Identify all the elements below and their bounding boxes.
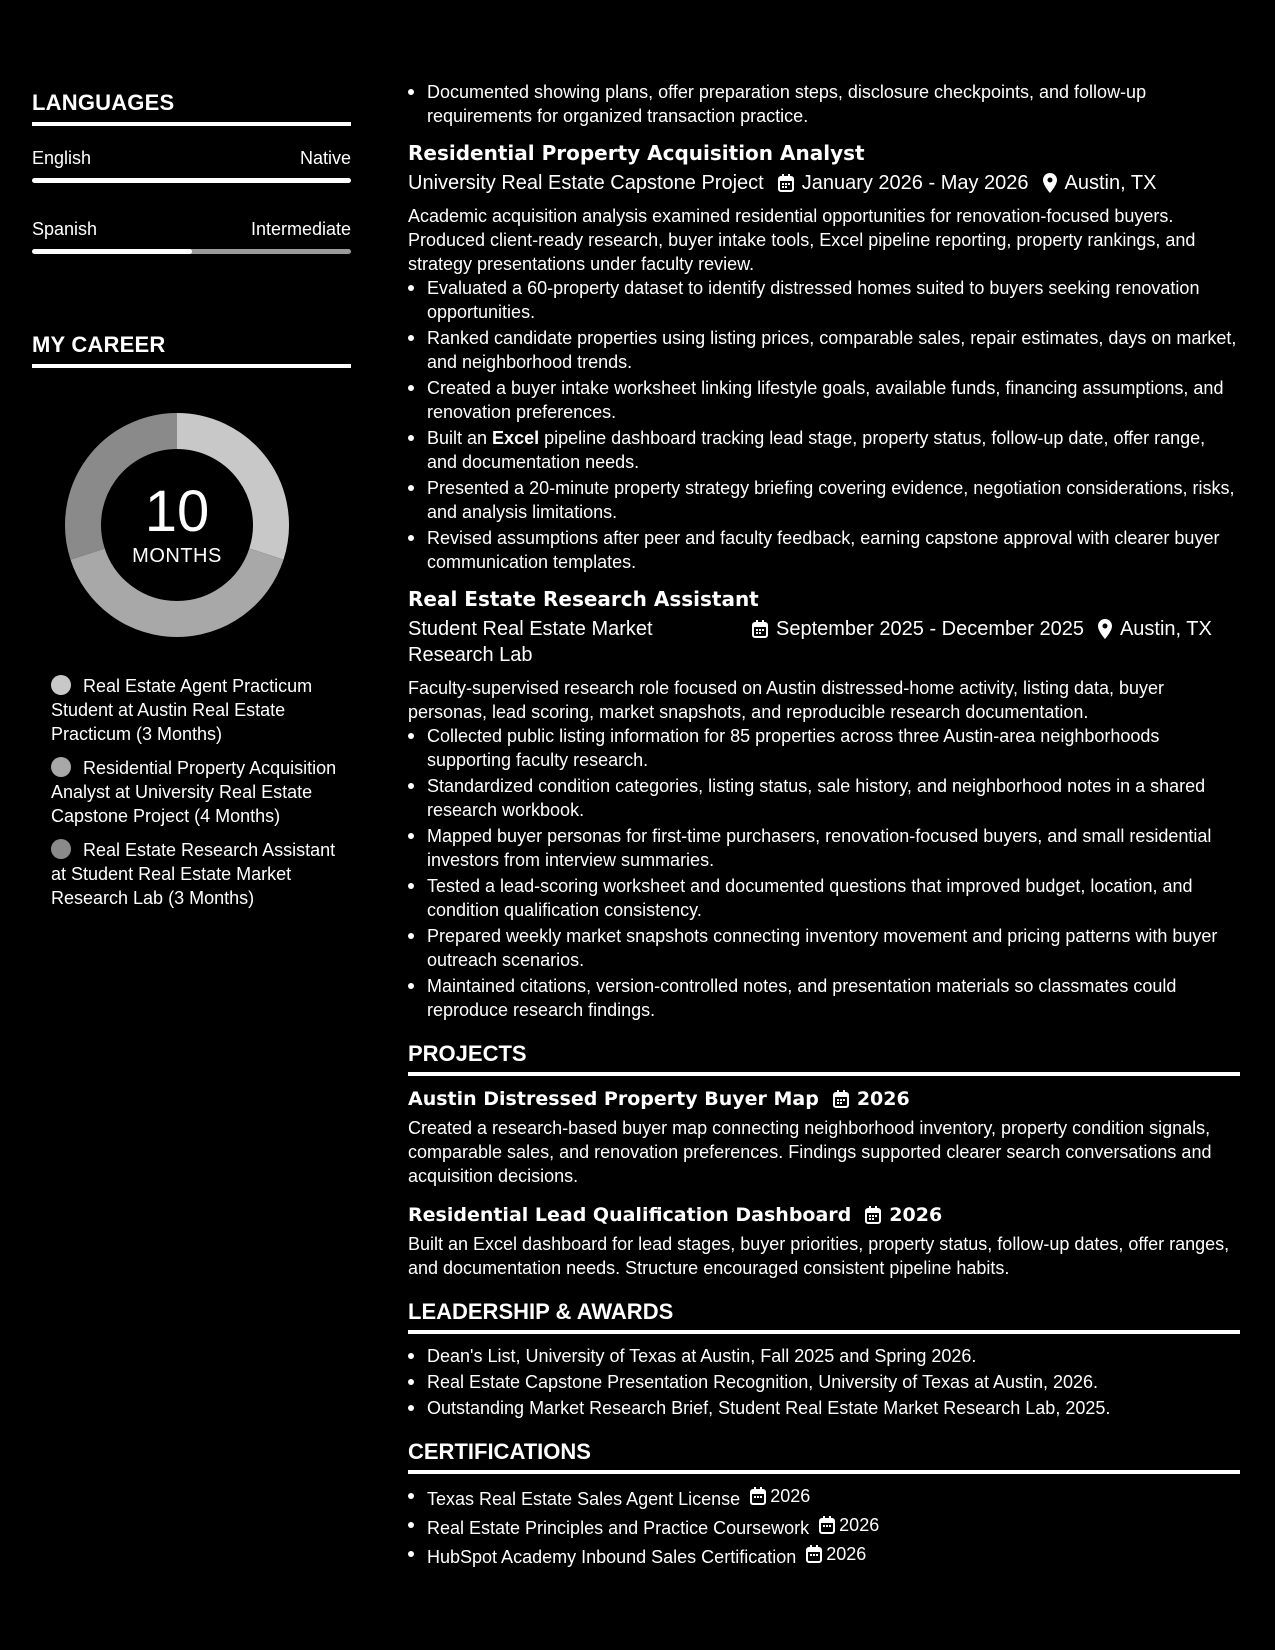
calendar-icon <box>750 1487 766 1505</box>
job-entry <box>408 586 1240 1022</box>
job-dates-text: January 2026 - May 2026 <box>801 172 1029 194</box>
bullet-item: Created a buyer intake worksheet linking lifestyle goals, available funds, financing assumptions, and renovation preferences. <box>408 376 1240 424</box>
career-donut-center <box>62 410 292 640</box>
bullet-item: Standardized condition categories, listing status, sale history, and neighborhood notes in a shared research workbook. <box>408 774 1240 822</box>
project-title-row <box>408 1086 1240 1112</box>
career-dot-icon <box>51 757 71 777</box>
language-bar-fill <box>32 178 351 183</box>
certification-item <box>408 1484 1240 1511</box>
project-year: 2026 <box>856 1088 910 1110</box>
job-organization: Student Real Estate Market Research Lab <box>408 618 653 666</box>
career-dot-icon <box>51 839 71 859</box>
award-item: Real Estate Capstone Presentation Recognition, University of Texas at Austin, 2026. <box>408 1370 1240 1394</box>
career-item-label: Real Estate Agent Practicum Student at Austin Real Estate Practicum (3 Months) <box>51 676 313 744</box>
languages-heading: LANGUAGES <box>32 90 351 126</box>
bullet-item: Ranked candidate properties using listing prices, comparable sales, repair estimates, days on market, and neighborhood trends. <box>408 326 1240 374</box>
keyword-excel: Excel <box>492 428 540 448</box>
job-entry <box>408 140 1240 574</box>
language-level: Intermediate <box>250 219 351 239</box>
project-year: 2026 <box>889 1204 943 1226</box>
job-bullets <box>408 724 1240 1022</box>
awards-list <box>408 1344 1240 1420</box>
certification-year: 2026 <box>770 1486 811 1506</box>
bullet-item: Evaluated a 60-property dataset to identify distressed homes suited to buyers seeking renovation opportunities. <box>408 276 1240 324</box>
bullet-item: Presented a 20-minute property strategy briefing covering evidence, negotiation considerations, risks, and analysis limitations. <box>408 476 1240 524</box>
project-description: Created a research-based buyer map connecting neighborhood inventory, property condition signals, comparable sales, and renovation preferences. Findings supported clearer search conversations and acquisition decisions. <box>408 1118 1212 1186</box>
certification-name: Real Estate Principles and Practice Coursework <box>427 1518 810 1538</box>
language-row-english <box>32 146 351 170</box>
bullet-item: Built an Excel pipeline dashboard tracking lead stage, property status, follow-up date, offer range, and documentation needs. <box>408 426 1240 474</box>
language-bar-fill <box>32 249 192 254</box>
projects-heading: PROJECTS <box>408 1040 1240 1076</box>
job-location <box>1098 616 1212 642</box>
calendar-icon <box>833 1090 849 1108</box>
main-content <box>408 80 1240 1571</box>
calendar-icon <box>819 1516 835 1534</box>
bullet-item: Documented showing plans, offer preparation steps, disclosure checkpoints, and follow-up requirements for organized transaction practice. <box>408 80 1240 128</box>
career-total-value: 10 <box>144 478 210 544</box>
certification-year: 2026 <box>839 1515 880 1535</box>
language-name: English <box>32 148 92 168</box>
calendar-icon <box>806 1545 822 1563</box>
award-item: Dean's List, University of Texas at Austin, Fall 2025 and Spring 2026. <box>408 1344 1240 1368</box>
job-meta <box>408 616 1240 668</box>
career-dot-icon <box>51 675 71 695</box>
job-dates-text: September 2025 - December 2025 <box>776 618 1084 640</box>
project-entry <box>408 1086 1240 1188</box>
certification-year: 2026 <box>826 1544 867 1564</box>
certifications-heading: CERTIFICATIONS <box>408 1438 1240 1474</box>
calendar-icon <box>778 174 794 192</box>
job-dates <box>752 616 1084 642</box>
certification-name: HubSpot Academy Inbound Sales Certification <box>427 1547 797 1567</box>
career-item-label: Real Estate Research Assistant at Student Real Estate Market Research Lab (3 Months) <box>51 840 336 908</box>
job-meta <box>408 170 1240 196</box>
career-total-unit: MONTHS <box>132 544 222 567</box>
certification-name: Texas Real Estate Sales Agent License <box>427 1489 741 1509</box>
job-description: Faculty-supervised research role focused on Austin distressed-home activity, listing data, buyer personas, lead scoring, market snapshots, and reproducible research documentation. <box>408 678 1165 722</box>
job-bullets <box>408 276 1240 574</box>
previous-job-bullets <box>408 80 1240 128</box>
sidebar <box>32 90 351 920</box>
project-title-row <box>408 1202 1240 1228</box>
job-location-text: Austin, TX <box>1064 172 1157 194</box>
map-pin-icon <box>1098 619 1112 639</box>
certification-item <box>408 1513 1240 1540</box>
project-title: Austin Distressed Property Buyer Map <box>408 1088 819 1110</box>
job-organization: University Real Estate Capstone Project <box>408 172 764 194</box>
bullet-item: Prepared weekly market snapshots connecting inventory movement and pricing patterns with buyer outreach scenarios. <box>408 924 1240 972</box>
job-location-text: Austin, TX <box>1119 618 1212 640</box>
project-description: Built an Excel dashboard for lead stages, buyer priorities, property status, follow-up dates, offer ranges, and documentation needs. Structure encouraged consistent pipeline habits. <box>408 1234 1230 1278</box>
career-list <box>51 674 341 910</box>
calendar-icon <box>865 1206 881 1224</box>
career-item-label: Residential Property Acquisition Analyst at University Real Estate Capstone Project (4 Months) <box>51 758 337 826</box>
job-location <box>1043 170 1157 196</box>
career-item <box>51 674 341 746</box>
job-title: Real Estate Research Assistant <box>408 587 759 611</box>
award-item: Outstanding Market Research Brief, Student Real Estate Market Research Lab, 2025. <box>408 1396 1240 1420</box>
language-bar-english <box>32 178 351 183</box>
bullet-item: Tested a lead-scoring worksheet and documented questions that improved budget, location, and condition qualification consistency. <box>408 874 1240 922</box>
project-entry <box>408 1202 1240 1280</box>
bullet-item: Mapped buyer personas for first-time purchasers, renovation-focused buyers, and small residential investors from interview summaries. <box>408 824 1240 872</box>
language-bar-spanish <box>32 249 351 254</box>
bullet-item: Maintained citations, version-controlled notes, and presentation materials so classmates could reproduce research findings. <box>408 974 1240 1022</box>
calendar-icon <box>752 620 768 638</box>
language-level: Native <box>299 148 351 168</box>
job-dates <box>778 170 1029 196</box>
job-description: Academic acquisition analysis examined residential opportunities for renovation-focused buyers. Produced client-ready research, buyer intake tools, Excel pipeline reporting, property rankings, and strategy presentations under faculty review. <box>408 206 1196 274</box>
awards-heading: LEADERSHIP & AWARDS <box>408 1298 1240 1334</box>
career-item <box>51 838 341 910</box>
career-item <box>51 756 341 828</box>
language-name: Spanish <box>32 219 98 239</box>
project-title: Residential Lead Qualification Dashboard <box>408 1204 852 1226</box>
certifications-list <box>408 1484 1240 1569</box>
bullet-item: Revised assumptions after peer and faculty feedback, earning capstone approval with clearer buyer communication templates. <box>408 526 1240 574</box>
career-donut-chart <box>62 410 292 640</box>
language-row-spanish <box>32 217 351 241</box>
job-title: Residential Property Acquisition Analyst <box>408 141 865 165</box>
certification-item <box>408 1542 1240 1569</box>
bullet-item: Collected public listing information for 85 properties across three Austin-area neighborhoods supporting faculty research. <box>408 724 1240 772</box>
career-heading: MY CAREER <box>32 332 351 368</box>
map-pin-icon <box>1043 173 1057 193</box>
